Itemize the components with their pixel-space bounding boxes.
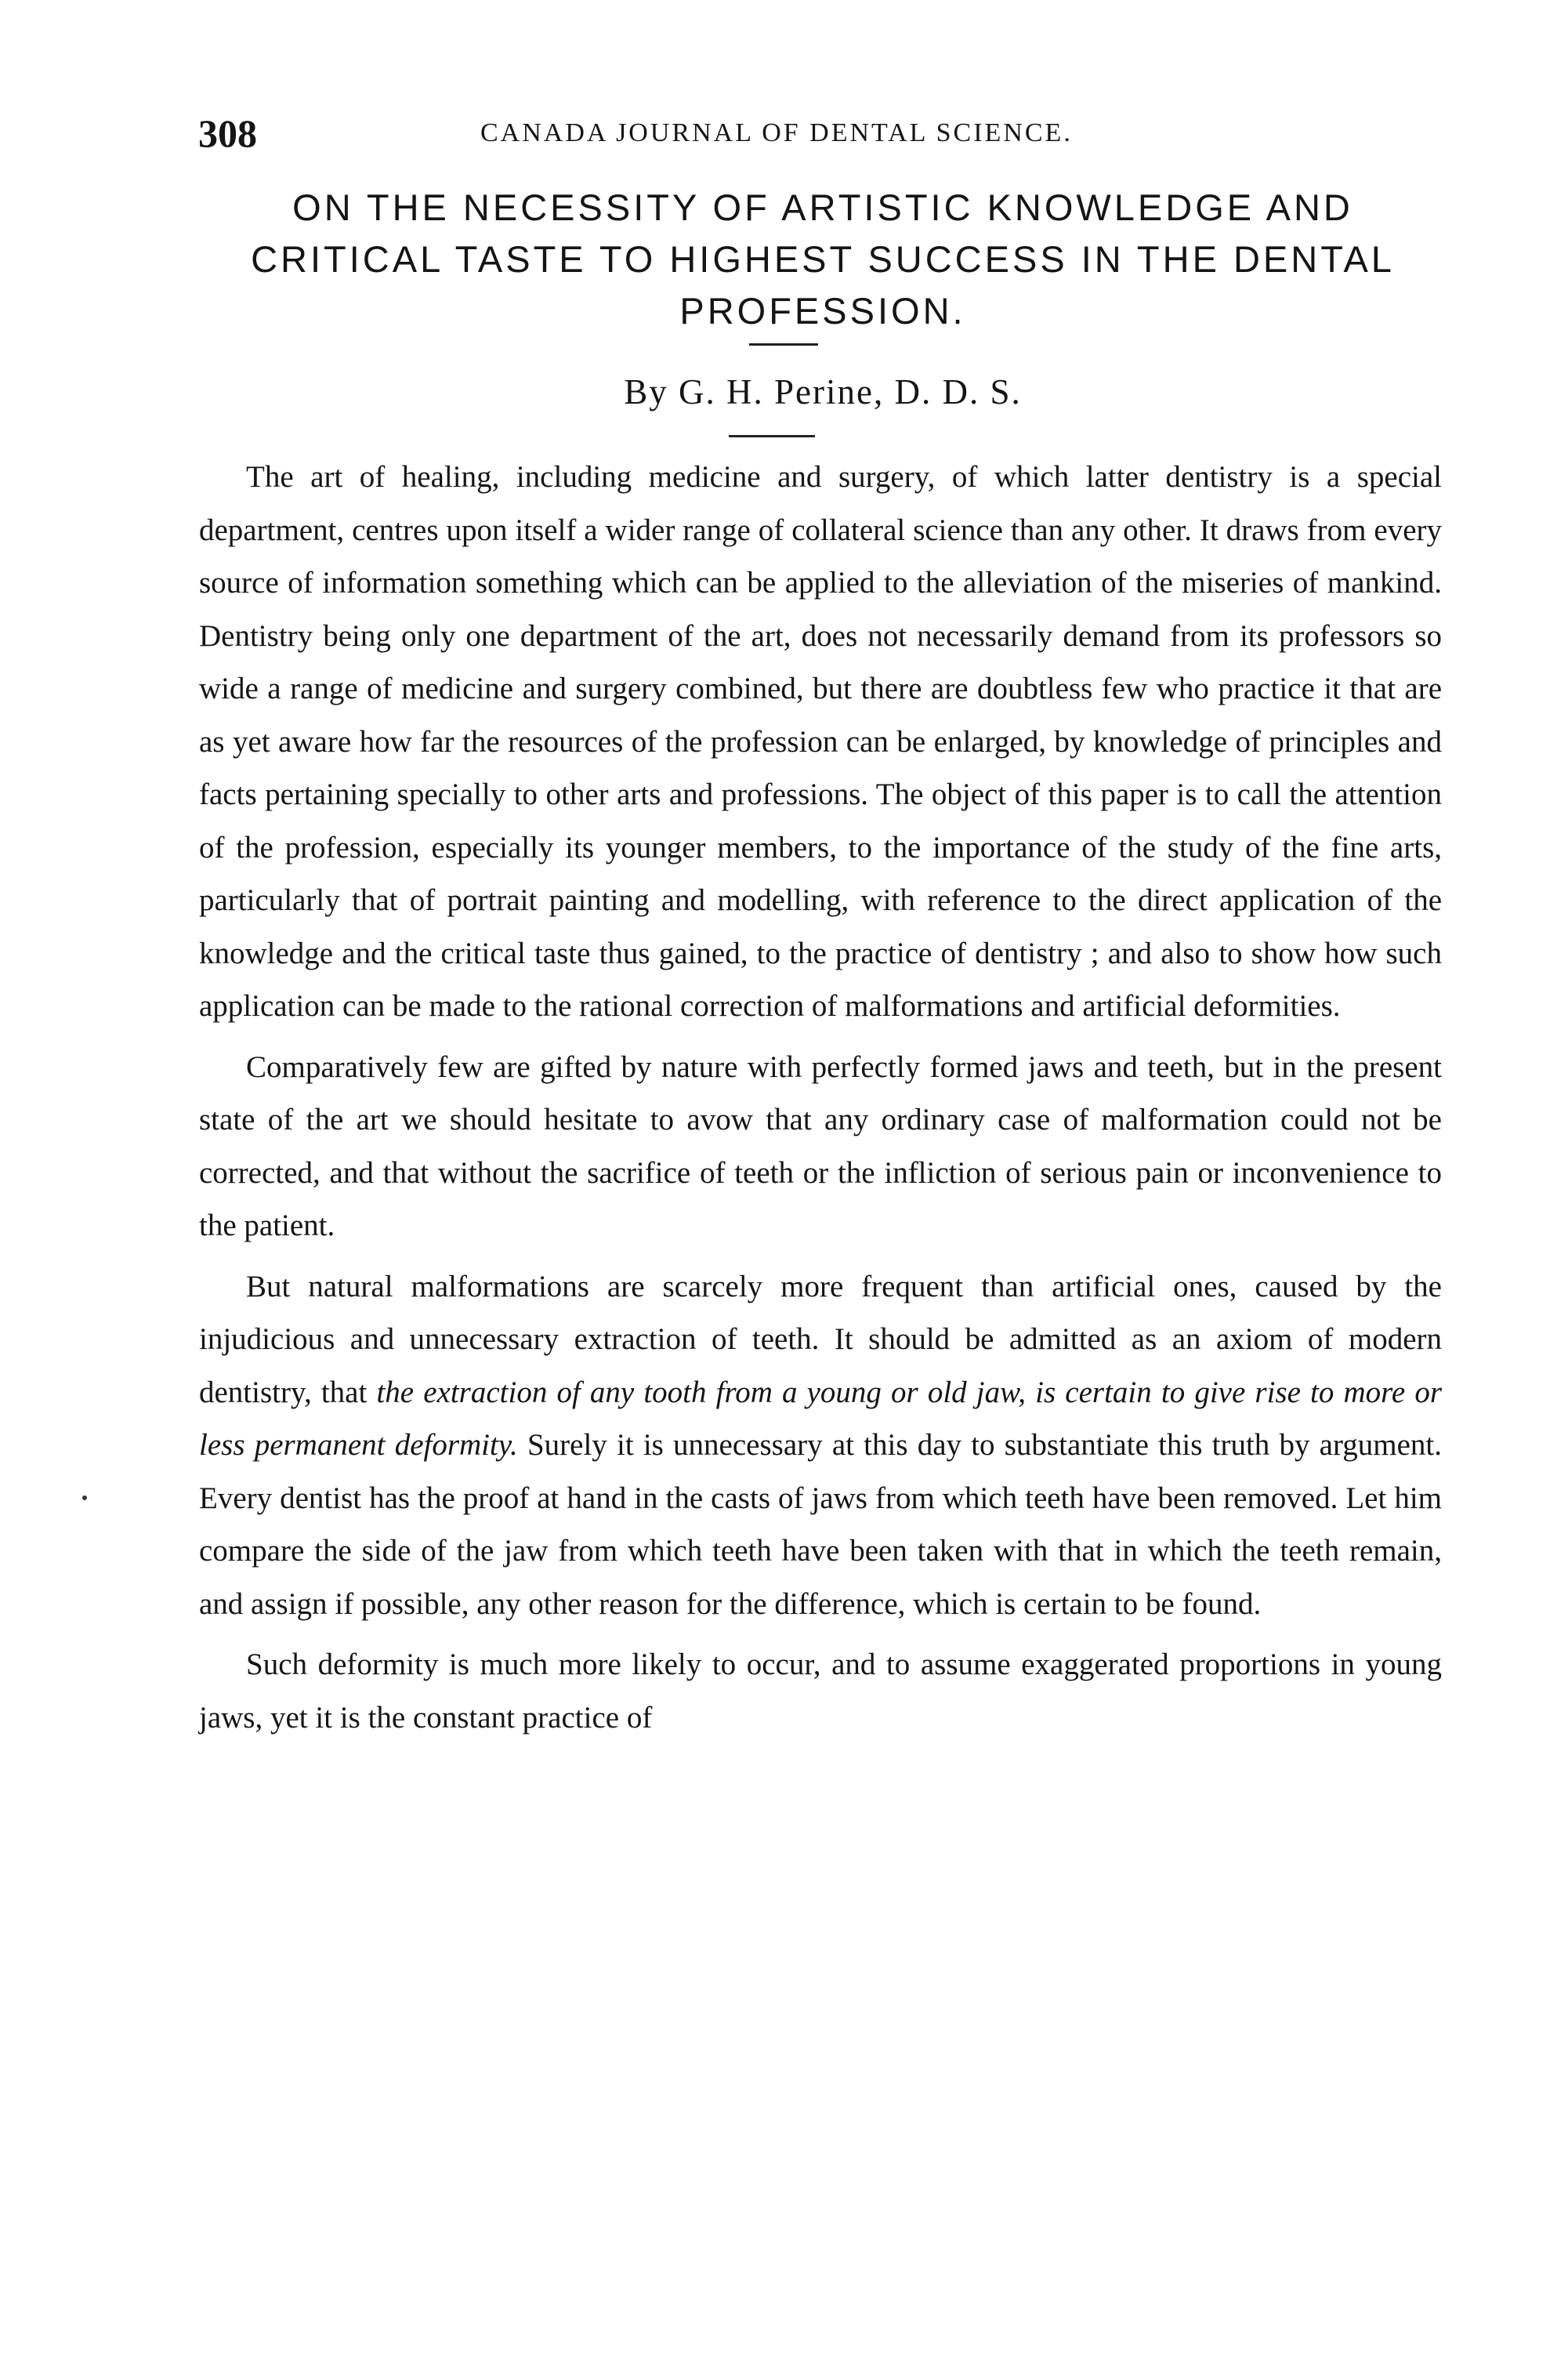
- article-body: [199, 451, 1442, 1752]
- paragraph-3-italic-axiom: the extraction of any tooth from a young or old jaw, is certain to give rise to more or less permanent deformity.: [199, 1375, 1442, 1462]
- paragraph-3-text-before: But natural malformations are scarcely more frequent than artificial ones, caused by the injudicious and unnecessary extraction of teeth. It should be admitted as an axiom of modern dentistry, that: [199, 1269, 1442, 1409]
- byline-divider-rule: [729, 435, 815, 437]
- paragraph-4: Such deformity is much more likely to occur, and to assume exaggerated proportions in young jaws, yet it is the constant practice of: [199, 1648, 1442, 1735]
- article-title: ON THE NECESSITY OF ARTISTIC KNOWLEDGE AND CRITICAL TASTE TO HIGHEST SUCCESS IN THE DENTAL PROFESSION.: [251, 187, 1395, 332]
- running-head: [198, 110, 1444, 157]
- title-divider-rule: [749, 343, 818, 346]
- author-byline: By G. H. Perine, D. D. S.: [624, 372, 1022, 411]
- page-number: 308: [198, 111, 257, 155]
- journal-title: CANADA JOURNAL OF DENTAL SCIENCE.: [480, 118, 1073, 147]
- paragraph-3: [199, 1260, 1442, 1631]
- paragraph-1: The art of healing, including medicine and surgery, of which latter dentistry is a special department, centres upon itself a wider range of collateral science than any other. It draws from every source of information something which can be applied to the alleviation of the miseries of mankind. Dentistry being only one department of the art, does not necessarily demand from its professors so wide a range of medicine and surgery combined, but there are doubtless few who practice it that are as yet aware how far the resources of the profession can be enlarged, by knowledge of principles and facts pertaining specially to other arts and professions. The object of this paper is to call the attention of the profession, especially its younger members, to the importance of the study of the fine arts, particularly that of portrait painting and modelling, with reference to the direct application of the knowledge and the critical taste thus gained, to the practice of dentistry ; and also to show how such application can be made to the rational correction of malformations and artificial deformities.: [199, 460, 1442, 1023]
- paragraph-2: Comparatively few are gifted by nature with perfectly formed jaws and teeth, but in the present state of the art we should hesitate to avow that any ordinary case of malformation could not be corrected, and that without the sacrifice of teeth or the infliction of serious pain or inconvenience to the patient.: [199, 1049, 1442, 1242]
- paragraph-3-text-after: Surely it is unnecessary at this day to substantiate this truth by argument. Every dentist has the proof at hand in the casts of jaws from which teeth have been removed. Let him compare the side of the jaw from which teeth have been taken with that in which the teeth remain, and assign if possible, any other reason for the difference, which is certain to be found.: [199, 1428, 1442, 1621]
- ink-speck: [82, 1495, 87, 1500]
